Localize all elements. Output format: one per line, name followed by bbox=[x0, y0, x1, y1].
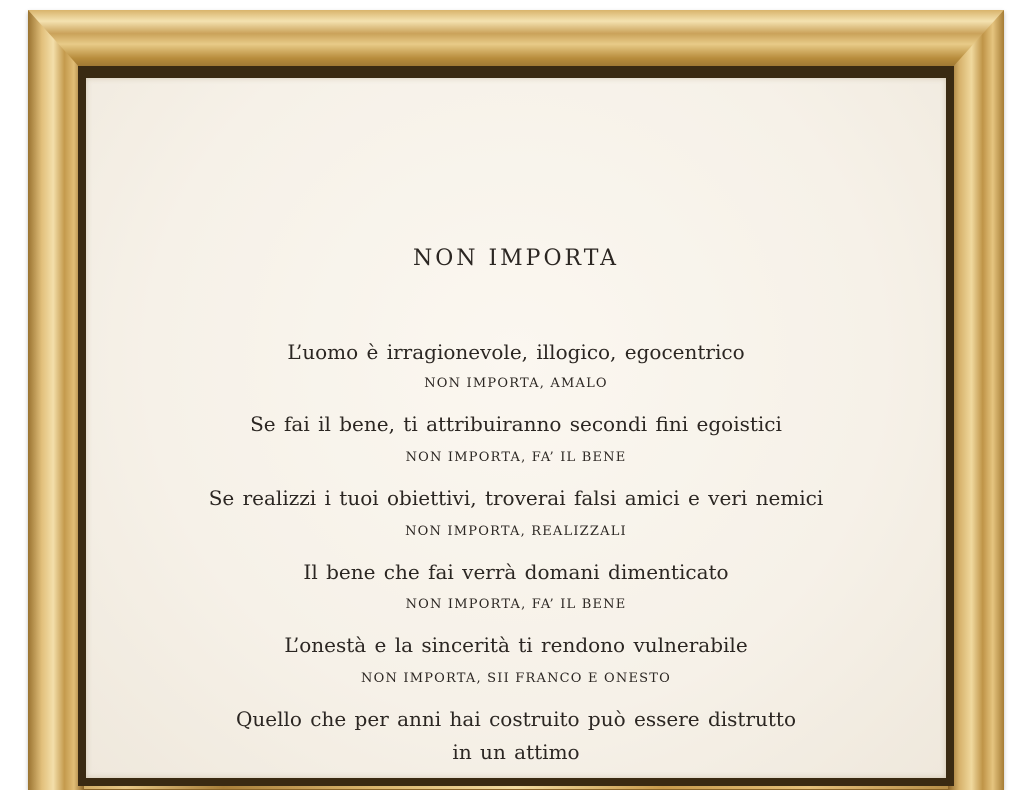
frame-left-rail bbox=[28, 10, 84, 790]
poem-line: Il bene che fai verrà domani dimenticato bbox=[303, 560, 729, 584]
poem-refrain: NON IMPORTA, REALIZZALI bbox=[405, 524, 627, 539]
poem-line: L’uomo è irragionevole, illogico, egocentrico bbox=[287, 340, 745, 364]
poem-title: NON IMPORTA bbox=[412, 246, 620, 271]
poem-line-continuation: in un attimo bbox=[452, 740, 580, 764]
poem-line: Se realizzi i tuoi obiettivi, troverai falsi amici e veri nemici bbox=[208, 486, 824, 510]
poem-refrain: NON IMPORTA, SII FRANCO E ONESTO bbox=[361, 671, 671, 686]
frame-top-rail bbox=[28, 10, 1004, 72]
poem-line: Se fai il bene, ti attribuiranno secondi fini egoistici bbox=[250, 412, 782, 436]
frame-right-rail bbox=[948, 10, 1004, 790]
poem-line: Quello che per anni hai costruito può essere distrutto bbox=[235, 707, 797, 731]
poem-refrain: NON IMPORTA, FA’ IL BENE bbox=[405, 450, 627, 465]
poem-refrain: NON IMPORTA, AMALO bbox=[424, 376, 608, 391]
paper-sheet bbox=[86, 78, 946, 778]
poem-refrain: NON IMPORTA, FA’ IL BENE bbox=[405, 597, 627, 612]
poem-line: L’onestà e la sincerità ti rendono vulnerabile bbox=[284, 633, 748, 657]
